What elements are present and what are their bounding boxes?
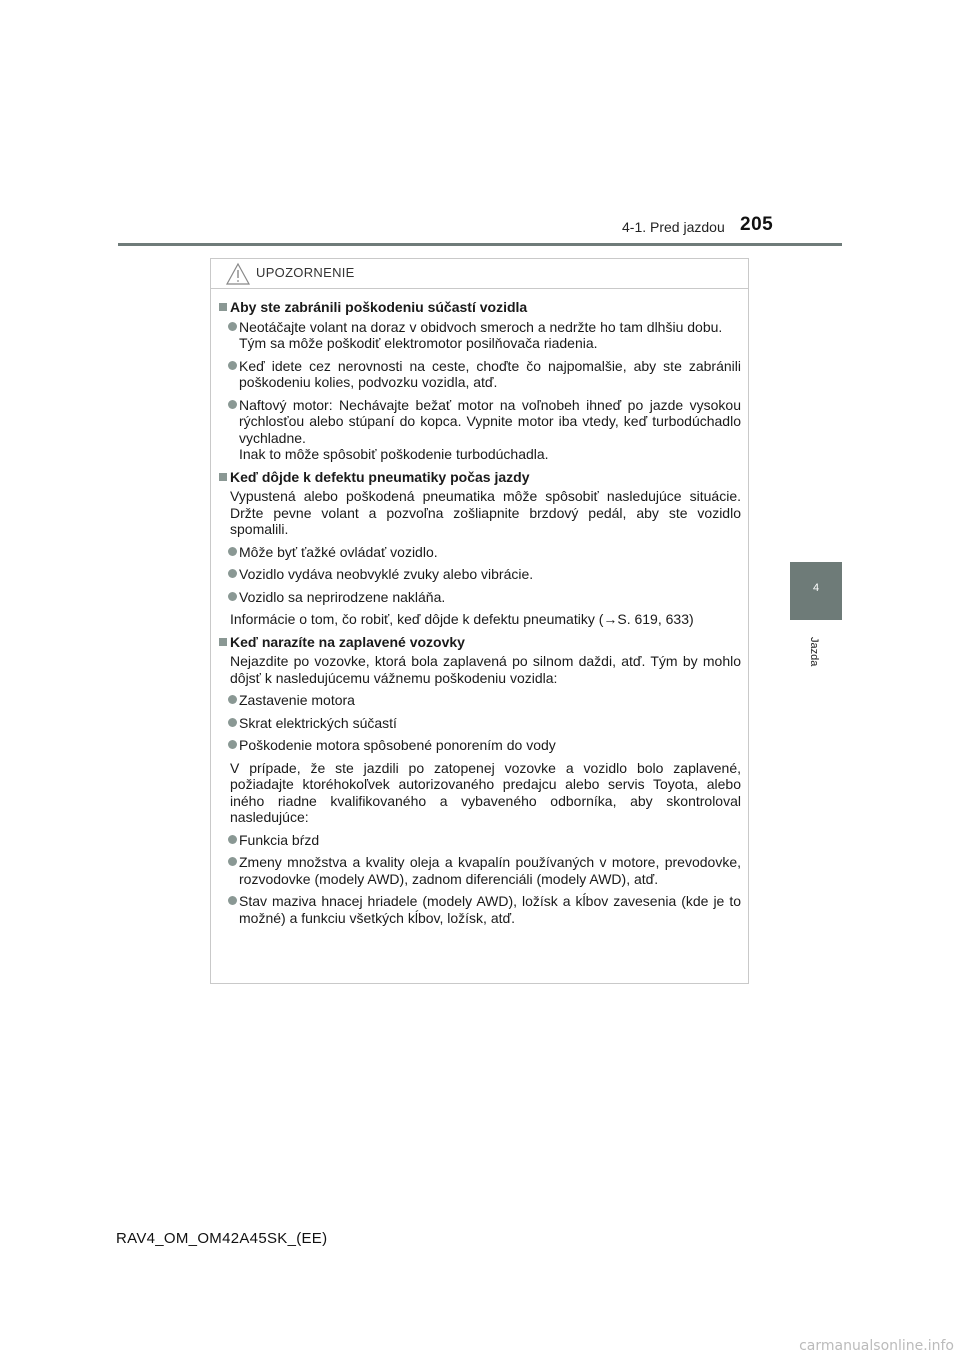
bullet-item [219, 589, 741, 606]
text-line: Zmeny množstva a kvality oleja a kvapalín používaných v motore, prevodovke, rozvodovke (modely AWD), zadnom diferenciáli (modely AWD), atď. [239, 854, 741, 887]
warning-section [219, 299, 741, 463]
bullet-item [219, 692, 741, 709]
section-heading: Aby ste zabránili poškodeniu súčastí vozidla [219, 299, 741, 316]
text-line: Vozidlo sa neprirodzene nakláňa. [239, 588, 446, 605]
bullet-item [219, 358, 741, 391]
warning-title: UPOZORNENIE [256, 265, 355, 280]
bullet-item [219, 737, 741, 754]
paragraph [219, 760, 741, 826]
bullet-item [219, 893, 741, 926]
text-line: Inak to môže spôsobiť poškodenie turbodúchadla. [239, 446, 549, 462]
text-line: Zastavenie motora [239, 692, 355, 708]
text-line: Vypustená alebo poškodená pneumatika môže spôsobiť nasledujúce situácie. Držte pevne volant a pozvoľna zošliapnite brzdový pedál, aby ste vozidlo spomalili. [230, 488, 741, 537]
text-line: Informácie o tom, čo robiť, keď dôjde k defektu pneumatiky (→S. 619, 633) [230, 611, 694, 627]
text-line: Skrat elektrických súčastí [239, 714, 397, 731]
warning-triangle-icon [225, 262, 251, 286]
bullet-item [219, 854, 741, 887]
warning-section [219, 634, 741, 927]
text-line: Funkcia bŕzd [239, 831, 320, 848]
page-number: 205 [740, 214, 774, 235]
chapter-tab [790, 562, 842, 620]
text-line: Naftový motor: Nechávajte bežať motor na voľnobeh ihneď po jazde vysokou rýchlosťou alebo stúpaní do kopca. Vypnite motor iba vtedy, keď turbodúchadlo vychladne. [239, 396, 741, 446]
text-line: Stav maziva hnacej hriadele (modely AWD), ložísk a kĺbov zavesenia (kde je to možné) a funkciu všetkých kĺbov, ložísk, atď. [239, 893, 741, 926]
text-line: Môže byť ťažké ovládať vozidlo. [239, 543, 438, 560]
header-rule [118, 243, 842, 246]
document-code: RAV4_OM_OM42A45SK_(EE) [116, 1230, 328, 1247]
warning-content [211, 299, 748, 932]
bullet-item [219, 832, 741, 849]
section-heading: Keď dôjde k defektu pneumatiky počas jazdy [219, 469, 741, 486]
section-heading: Keď narazíte na zaplavené vozovky [219, 634, 741, 651]
paragraph [219, 611, 741, 628]
text-line: Poškodenie motora spôsobené ponorením do vody [239, 737, 556, 753]
paragraph [219, 488, 741, 538]
bullet-item [219, 397, 741, 463]
section-title: 4-1. Pred jazdou [622, 219, 725, 235]
watermark: carmanualsonline.info [799, 1338, 954, 1354]
text-line: Nejazdite po vozovke, ktorá bola zaplavená po silnom daždi, atď. Tým by mohlo dôjsť k nasledujúcemu vážnemu poškodeniu vozidla: [230, 653, 741, 686]
chapter-label: Jazda [808, 637, 820, 667]
text-line: Keď idete cez nerovnosti na ceste, choďte čo najpomalšie, aby ste zabránili poškodeniu kolies, podvozku vozidla, atď. [239, 357, 741, 390]
warning-box [210, 258, 749, 984]
paragraph [219, 653, 741, 686]
bullet-item [219, 566, 741, 583]
warning-section [219, 469, 741, 628]
bullet-item [219, 319, 741, 352]
bullet-item [219, 544, 741, 561]
text-line: Vozidlo vydáva neobvyklé zvuky alebo vibrácie. [239, 566, 534, 582]
text-line: V prípade, že ste jazdili po zatopenej vozovke a vozidlo bolo zaplavené, požiadajte ktoréhokoľvek autorizovaného predajcu alebo servis Toyota, alebo iného riadne kvalifikovaného a vybaveného odborníka, aby skontroloval nasledujúce: [230, 759, 741, 825]
chapter-tab-number: 4 [812, 582, 820, 594]
text-line: Tým sa môže poškodiť elektromotor posilňovača riadenia. [239, 335, 598, 351]
text-line: Neotáčajte volant na doraz v obidvoch smeroch a nedržte ho tam dlhšiu dobu. [239, 318, 723, 335]
warning-header [211, 259, 748, 289]
bullet-item [219, 715, 741, 732]
